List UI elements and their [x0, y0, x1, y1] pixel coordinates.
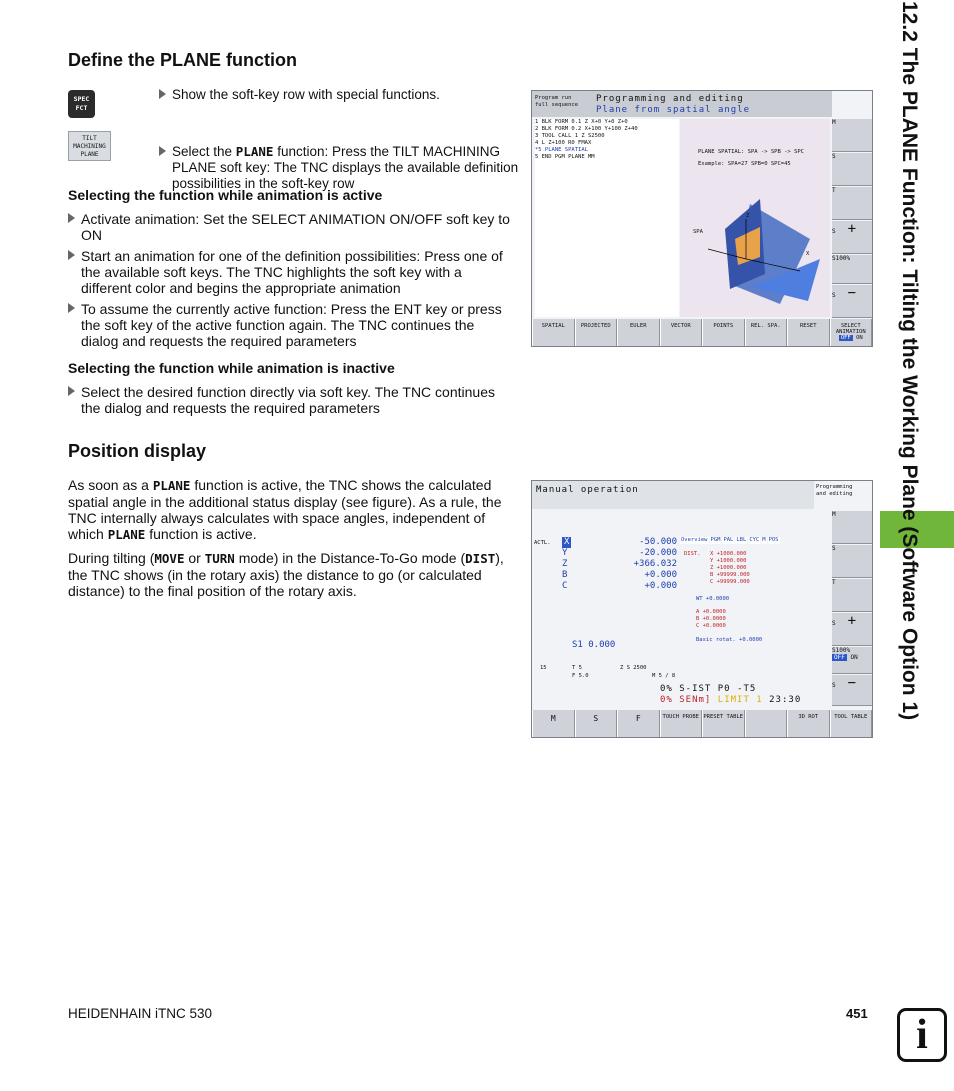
softkey-reset[interactable]: RESET — [787, 319, 830, 346]
softkey-tool-table[interactable]: TOOL TABLE — [830, 710, 873, 737]
actl-label: ACTL. — [534, 540, 551, 546]
list-item — [68, 384, 510, 416]
vkey-label: S — [832, 292, 836, 299]
vkey-label: S100% — [832, 255, 851, 262]
status-line-1: 0% S-IST P0 -T5 — [660, 684, 757, 694]
axis-value: +0.000 — [644, 581, 677, 591]
vkey-label: S100% — [832, 647, 851, 654]
tab-pal[interactable]: PAL — [723, 537, 734, 543]
p2-a: During tilting ( — [68, 550, 155, 566]
screenshot-programming-plane — [531, 90, 873, 347]
softkey-euler[interactable]: EULER — [617, 319, 660, 346]
basic-rotation: Basic rotat. +0.0000 — [696, 637, 763, 643]
tilt-key-line2: MACHINING — [73, 143, 106, 150]
axis-row — [562, 570, 677, 581]
vkey-t[interactable] — [832, 579, 872, 612]
screen1-softkey-row — [532, 319, 872, 346]
vkey-s-plus[interactable] — [832, 613, 872, 646]
anim-on: ON — [856, 335, 863, 341]
vkey-label: M — [832, 119, 836, 126]
plane-animation-graphic — [690, 179, 830, 309]
tab-m[interactable]: M — [762, 537, 766, 543]
page-number: 451 — [846, 1006, 868, 1021]
softkey-s[interactable]: S — [575, 710, 618, 737]
axis-name: Z — [562, 559, 568, 569]
dist-row: B +99999.000 — [710, 572, 750, 578]
softkey-spatial[interactable]: SPATIAL — [532, 319, 575, 346]
p1-a: As soon as a — [68, 477, 153, 493]
subheading-animation-inactive: Selecting the function while animation is inactive — [68, 360, 395, 376]
axis-value: +0.000 — [644, 570, 677, 580]
p2-b: or — [184, 550, 205, 566]
screen2-title: Manual operation — [536, 485, 639, 495]
tab-cyc[interactable]: CYC — [749, 537, 760, 543]
dist-row: Z +1000.000 — [710, 565, 747, 571]
vkey-label: S — [832, 620, 836, 627]
status-15: 15 — [540, 665, 547, 671]
chapter-sidebar-title: 12.2 The PLANE Function: Tilting the Working Plane (Software Option 1) — [898, 1, 921, 721]
axis-row — [562, 548, 677, 559]
list-item — [68, 301, 510, 349]
step2-post: function: Press the TILT MACHINING PLANE soft key: The TNC displays the available definition possibilities in the soft-key row — [172, 144, 519, 191]
program-line: 4 L Z+100 R0 FMAX — [535, 140, 592, 146]
status-tabs — [680, 537, 828, 544]
plane-info-1: PLANE SPATIAL: SPA -> SPB -> SPC — [698, 149, 804, 155]
axis-name: X — [564, 537, 570, 547]
vkey-label: S — [832, 153, 836, 160]
bullet-icon — [68, 213, 75, 223]
axis-value: +366.032 — [633, 559, 677, 569]
softkey-preset-table[interactable]: PRESET TABLE — [702, 710, 745, 737]
vkey-label: M — [832, 511, 836, 518]
tilt-machining-plane-key — [68, 131, 111, 161]
vkey-label: T — [832, 187, 836, 194]
p2-code2: TURN — [204, 551, 235, 566]
off-label: OFF — [834, 654, 845, 661]
step1-text: Show the soft-key row with special functions. — [172, 87, 440, 102]
screen1-title: Programming and editing — [596, 94, 744, 104]
step-select-plane — [159, 144, 524, 192]
status-spindle: Z S 2500 — [620, 665, 647, 671]
vkey-label: S — [832, 682, 836, 689]
minus-icon: − — [847, 675, 857, 691]
plane-info-2: Example: SPA=27 SPB=0 SPC=45 — [698, 161, 791, 167]
list-item-text: Select the desired function directly via soft key. The TNC continues the dialog and requests the required parameters — [81, 384, 495, 416]
list-item-text: To assume the currently active function: Press the ENT key or press the soft key of the active function again. The TNC continues the dialog and requests the required parameters — [81, 301, 502, 349]
tilt-key-line1: TILT — [82, 135, 97, 142]
abc-values — [696, 609, 726, 630]
plus-icon: + — [847, 613, 857, 629]
axis-name: B — [562, 570, 568, 580]
program-line: 5 END PGM PLANE MM — [535, 154, 595, 160]
list-item — [68, 248, 510, 296]
dist-label: DIST. — [684, 551, 701, 557]
plus-icon: + — [847, 221, 857, 237]
section-title-position-display: Position display — [68, 441, 207, 461]
tab-pos[interactable]: POS — [768, 537, 779, 543]
axis-z-label: Z — [746, 213, 750, 219]
list-item-text: Start an animation for one of the definition possibilities: Press one of the available soft keys. The TNC highlights the soft key with a different color and begins the appropriate animation — [81, 248, 503, 296]
softkey-m[interactable]: M — [532, 710, 575, 737]
list-item-text: Activate animation: Set the SELECT ANIMATION ON/OFF soft key to ON — [81, 211, 510, 243]
softkey-points[interactable]: POINTS — [702, 319, 745, 346]
bullet-icon — [68, 386, 75, 396]
active-items-list — [68, 211, 510, 349]
wt-readout: WT +0.0000 — [696, 596, 730, 602]
footer-product: HEIDENHAIN iTNC 530 — [68, 1006, 213, 1021]
softkey-empty[interactable] — [745, 710, 788, 737]
softkey-label: SELECT ANIMATION — [835, 323, 866, 335]
vkey-s[interactable] — [832, 545, 872, 578]
softkey-touch-probe[interactable]: TOUCH PROBE — [660, 710, 703, 737]
softkey-3d-rot[interactable]: 3D ROT — [787, 710, 830, 737]
axis-name: Y — [562, 548, 568, 558]
program-line-active: *5 PLANE SPATIAL — [535, 147, 588, 153]
list-item — [68, 211, 510, 243]
inactive-items-list — [68, 384, 510, 416]
abc-row: B +0.0000 — [696, 616, 726, 622]
spec-fct-key — [68, 90, 95, 118]
info-icon-letter: i — [916, 1012, 928, 1058]
p1-b: function is active, the TNC shows the calculated spatial angle in the additional status display (see figure). As a rule, the TNC internally always calculates with space angles, independent of which — [68, 477, 502, 542]
screen1-subtitle: Plane from spatial angle — [596, 105, 751, 115]
screen2-softkey-row — [532, 710, 872, 737]
p2-code1: MOVE — [154, 551, 185, 566]
status-tool: T 5 — [572, 665, 582, 671]
vkey-label: S — [832, 228, 836, 235]
bullet-icon — [68, 303, 75, 313]
bullet-icon — [68, 250, 75, 260]
vkey-s-minus[interactable] — [832, 675, 872, 706]
tab-overview[interactable]: Overview — [681, 537, 708, 543]
abc-row: C +0.0000 — [696, 623, 726, 629]
screen2-mode-label: Programming and editing — [816, 484, 853, 497]
spec-key-line2: FCT — [75, 104, 88, 112]
axis-position-list — [562, 537, 677, 592]
dist-row: Y +1000.000 — [710, 558, 747, 564]
line2-time: 23:30 — [769, 695, 802, 705]
tilt-key-line3: PLANE — [80, 151, 99, 158]
bullet-icon — [159, 89, 166, 99]
abc-row: A +0.0000 — [696, 609, 726, 615]
program-line: 3 TOOL CALL 1 Z S2500 — [535, 133, 605, 139]
subheading-animation-active: Selecting the function while animation is active — [68, 187, 383, 203]
section-title-define-plane: Define the PLANE function — [68, 50, 297, 70]
on-label: ON — [850, 654, 858, 661]
line2-a: 0% SENm] — [660, 695, 712, 705]
dist-row: C +99999.000 — [710, 579, 750, 585]
tab-pgm[interactable]: PGM — [710, 537, 721, 543]
vkey-s100[interactable] — [832, 647, 872, 674]
program-listing — [535, 119, 679, 317]
line2-limit: LIMIT 1 — [717, 695, 763, 705]
info-icon — [897, 1008, 947, 1062]
p2-c: mode) in the Distance-To-Go mode ( — [234, 550, 466, 566]
p1-code2: PLANE — [107, 527, 146, 542]
status-line-2 — [660, 695, 801, 705]
program-line: 2 BLK FORM 0.2 X+100 Y+100 Z+40 — [535, 126, 638, 132]
screenshot-manual-operation — [531, 480, 873, 738]
axis-value: -20.000 — [639, 548, 677, 558]
dist-values — [710, 551, 750, 586]
status-feed: F 5.0 — [572, 673, 589, 679]
axis-row — [562, 559, 677, 570]
spindle-readout: S1 0.000 — [572, 640, 616, 650]
step2-pre: Select the — [172, 144, 236, 159]
dist-row: X +1000.000 — [710, 551, 747, 557]
status-m: M 5 / 8 — [652, 673, 676, 679]
p1-c: function is active. — [145, 526, 257, 542]
bullet-icon — [159, 146, 166, 156]
vkey-label: T — [832, 579, 836, 586]
axis-row — [562, 581, 677, 592]
spa-label: SPA — [693, 229, 703, 235]
screen1-mode-label: Program run full sequence — [535, 95, 579, 108]
p2-code3: DIST — [465, 551, 496, 566]
anim-off: OFF — [840, 335, 851, 341]
tab-lbl[interactable]: LBL — [736, 537, 747, 543]
step2-code: PLANE — [235, 144, 274, 159]
position-paragraph-1 — [68, 477, 510, 543]
softkey-rel-spa[interactable]: REL. SPA. — [745, 319, 788, 346]
animation-panel — [680, 119, 830, 317]
p1-code: PLANE — [152, 478, 191, 493]
axis-name: C — [562, 581, 568, 591]
softkey-projected[interactable]: PROJECTED — [575, 319, 618, 346]
softkey-vector[interactable]: VECTOR — [660, 319, 703, 346]
spec-key-line1: SPEC — [73, 95, 90, 103]
axis-x-label: X — [806, 251, 810, 257]
p2-d: ), the TNC shows (in the rotary axis) the distance to go (or calculated distance) to the final position of the rotary axis. — [68, 550, 504, 599]
program-line: 1 BLK FORM 0.1 Z X+0 Y+0 Z+0 — [535, 119, 628, 125]
minus-icon: − — [847, 285, 857, 301]
axis-row — [562, 537, 677, 548]
position-paragraph-2 — [68, 550, 510, 599]
softkey-f[interactable]: F — [617, 710, 660, 737]
step-show-softkey-row — [159, 87, 522, 103]
vkey-label: S — [832, 545, 836, 552]
axis-value: -50.000 — [639, 537, 677, 547]
